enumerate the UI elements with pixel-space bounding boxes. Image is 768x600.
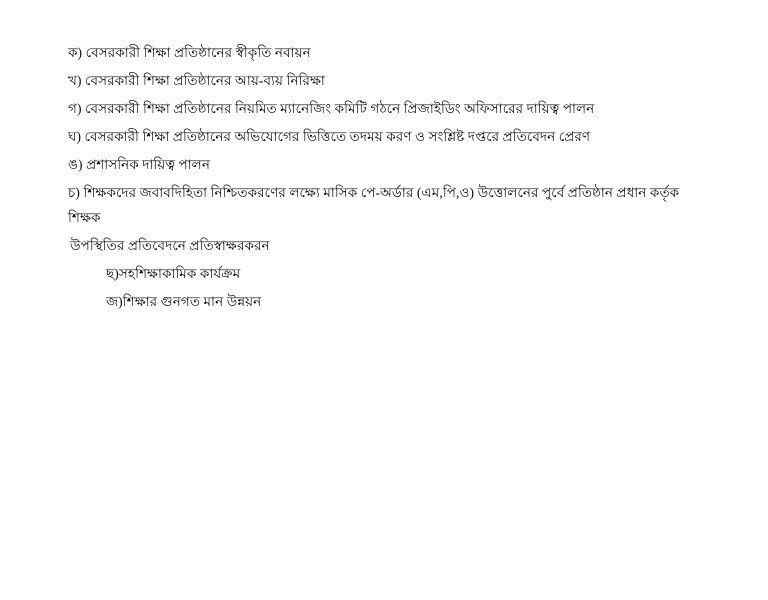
document-body	[68, 40, 708, 314]
list-item-continuation: উপস্থিতির প্রতিবেদনে প্রতিস্বাক্ষরকরন	[70, 238, 270, 253]
list-item: ক) বেসরকারী শিক্ষা প্রতিষ্ঠানের স্বীকৃতি নবায়ন	[68, 45, 311, 60]
list-item: জ)শিক্ষার গুনগত মান উন্নয়ন	[106, 294, 262, 309]
list-item: ঙ) প্রশাসনিক দায়িত্ব পালন	[68, 157, 211, 172]
list-item: চ) শিক্ষকদের জবাবদিহিতা নিশ্চিতকরণের লক্ষ্যে মাসিক পে-অর্ডার (এম,পি,ও) উত্তোলনের পুর্বে প্রতিষ্ঠান প্রধান কর্তৃক শিক্ষক	[68, 185, 683, 225]
list-item: খ) বেসরকারী শিক্ষা প্রতিষ্ঠানের আয়-ব্যয় নিরিক্ষা	[68, 73, 325, 88]
list-item: ছ)সহশিক্ষাকামিক কার্যক্রম	[106, 266, 241, 281]
list-item: ঘ) বেসরকারী শিক্ষা প্রতিষ্ঠানের অভিযোগের ভিত্তিতে তদময় করণ ও সংশ্লিষ্ট দপ্তরে প্রতিবেদন প্রেরণ	[68, 129, 591, 144]
list-item: গ) বেসরকারী শিক্ষা প্রতিষ্ঠানের নিয়মিত ম্যানেজিং কমিটি গঠনে প্রিজাইডিং অফিসারের দায়িত্ব পালন	[68, 101, 595, 116]
